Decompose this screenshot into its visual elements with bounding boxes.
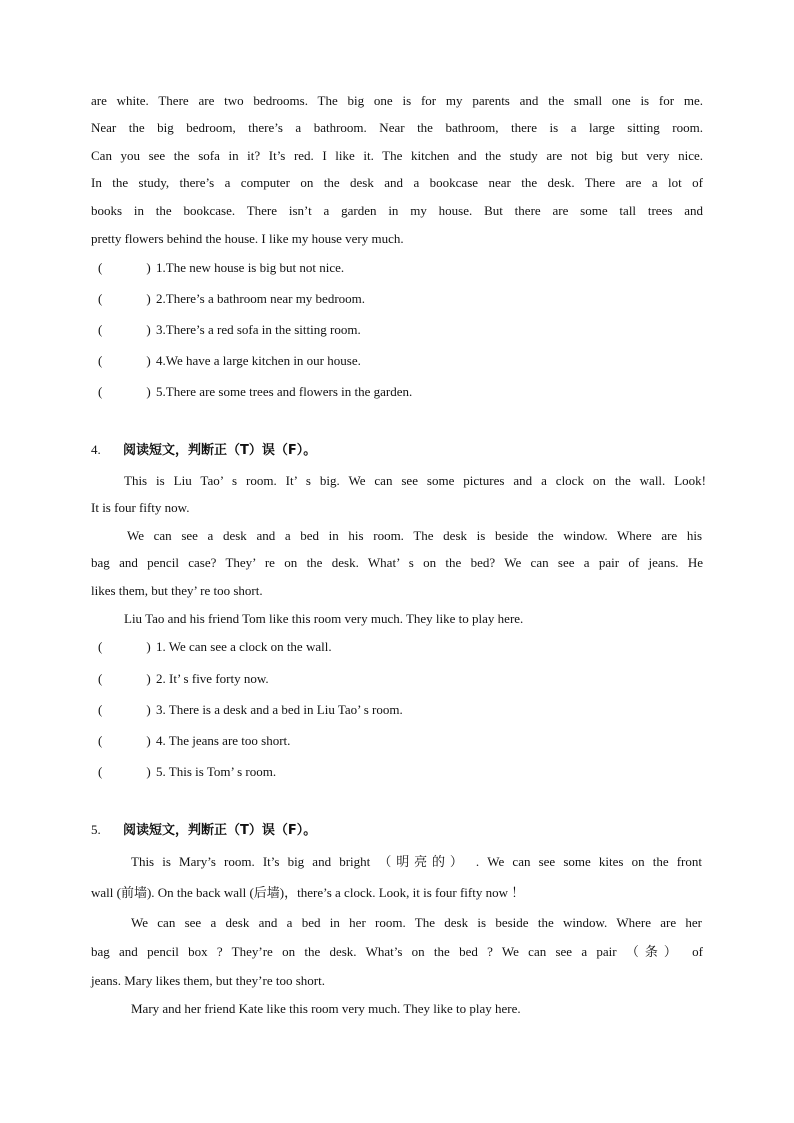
question-item — [98, 671, 269, 687]
answer-blank[interactable]: ( ) — [98, 322, 151, 337]
answer-blank[interactable]: ( ) — [98, 353, 151, 368]
section-heading — [91, 442, 316, 459]
passage-line: pretty flowers behind the house. I like my house very much. — [91, 231, 404, 246]
passage-line: jeans. Mary likes them, but they’re too short. — [91, 973, 325, 988]
section-number: 5. — [91, 822, 101, 837]
question-item — [98, 322, 361, 338]
question-text: 2.There’s a bathroom near my bedroom. — [156, 291, 366, 306]
passage-line: Mary and her friend Kate like this room very much. They like to play here. — [131, 1001, 521, 1016]
section-title: 阅读短文，判断正（T）误（F）。 — [123, 443, 317, 458]
passage-line: bag and pencil box ? They’re on the desk. What’s on the bed ? We can see a pair （条） of — [91, 944, 703, 959]
passage-line: wall (前墙). On the back wall (后墙)，there’s a clock. Look, it is four fifty now ！ — [91, 885, 525, 900]
question-text: 3.There’s a red sofa in the sitting room. — [156, 322, 361, 337]
question-text: 3. There is a desk and a bed in Liu Tao’ s room. — [156, 702, 403, 717]
question-text: 2. It’ s five forty now. — [156, 671, 269, 686]
passage-line: bag and pencil case? They’ re on the desk. What’ s on the bed? We can see a pair of jeans. He — [91, 555, 703, 570]
question-item — [98, 353, 361, 369]
passage-line: It is four fifty now. — [91, 500, 190, 515]
question-item — [98, 733, 290, 749]
section-title: 阅读短文，判断正（T）误（F）。 — [123, 823, 317, 838]
question-text: 4.We have a large kitchen in our house. — [156, 353, 361, 368]
question-item — [98, 702, 403, 718]
passage-line: Liu Tao and his friend Tom like this room very much. They like to play here. — [124, 611, 524, 626]
question-text: 4. The jeans are too short. — [156, 733, 291, 748]
section-number: 4. — [91, 442, 101, 457]
question-item — [98, 291, 365, 307]
question-text: 1.The new house is big but not nice. — [156, 260, 345, 275]
answer-blank[interactable]: ( ) — [98, 639, 151, 654]
passage-line: This is Mary’s room. It’s big and bright （明亮的） . We can see some kites on the front — [131, 854, 702, 869]
answer-blank[interactable]: ( ) — [98, 291, 151, 306]
passage-line: We can see a desk and a bed in his room. The desk is beside the window. Where are his — [127, 528, 702, 543]
question-item — [98, 764, 276, 780]
answer-blank[interactable]: ( ) — [98, 384, 151, 399]
question-item — [98, 260, 344, 276]
question-text: 5.There are some trees and flowers in the garden. — [156, 384, 413, 399]
section-heading — [91, 822, 316, 839]
answer-blank[interactable]: ( ) — [98, 702, 151, 717]
passage-line: In the study, there’s a computer on the desk and a bookcase near the desk. There are a lot of — [91, 175, 703, 190]
answer-blank[interactable]: ( ) — [98, 260, 151, 275]
question-item — [98, 639, 332, 655]
question-text: 5. This is Tom’ s room. — [156, 764, 277, 779]
question-text: 1. We can see a clock on the wall. — [156, 639, 332, 654]
passage-line: Near the big bedroom, there’s a bathroom. Near the bathroom, there is a large sitting room. — [91, 120, 703, 135]
question-item — [98, 384, 412, 400]
answer-blank[interactable]: ( ) — [98, 764, 151, 779]
passage-line: likes them, but they’ re too short. — [91, 583, 263, 598]
passage-line: We can see a desk and a bed in her room. The desk is beside the window. Where are her — [131, 915, 702, 930]
passage-line: Can you see the sofa in it? It’s red. I like it. The kitchen and the study are not big but very nice. — [91, 148, 703, 163]
passage-line: books in the bookcase. There isn’t a garden in my house. But there are some tall trees and — [91, 203, 703, 218]
passage-line: are white. There are two bedrooms. The big one is for my parents and the small one is for me. — [91, 93, 703, 108]
answer-blank[interactable]: ( ) — [98, 671, 151, 686]
passage-line: This is Liu Tao’ s room. It’ s big. We can see some pictures and a clock on the wall. Look! — [124, 473, 706, 488]
answer-blank[interactable]: ( ) — [98, 733, 151, 748]
